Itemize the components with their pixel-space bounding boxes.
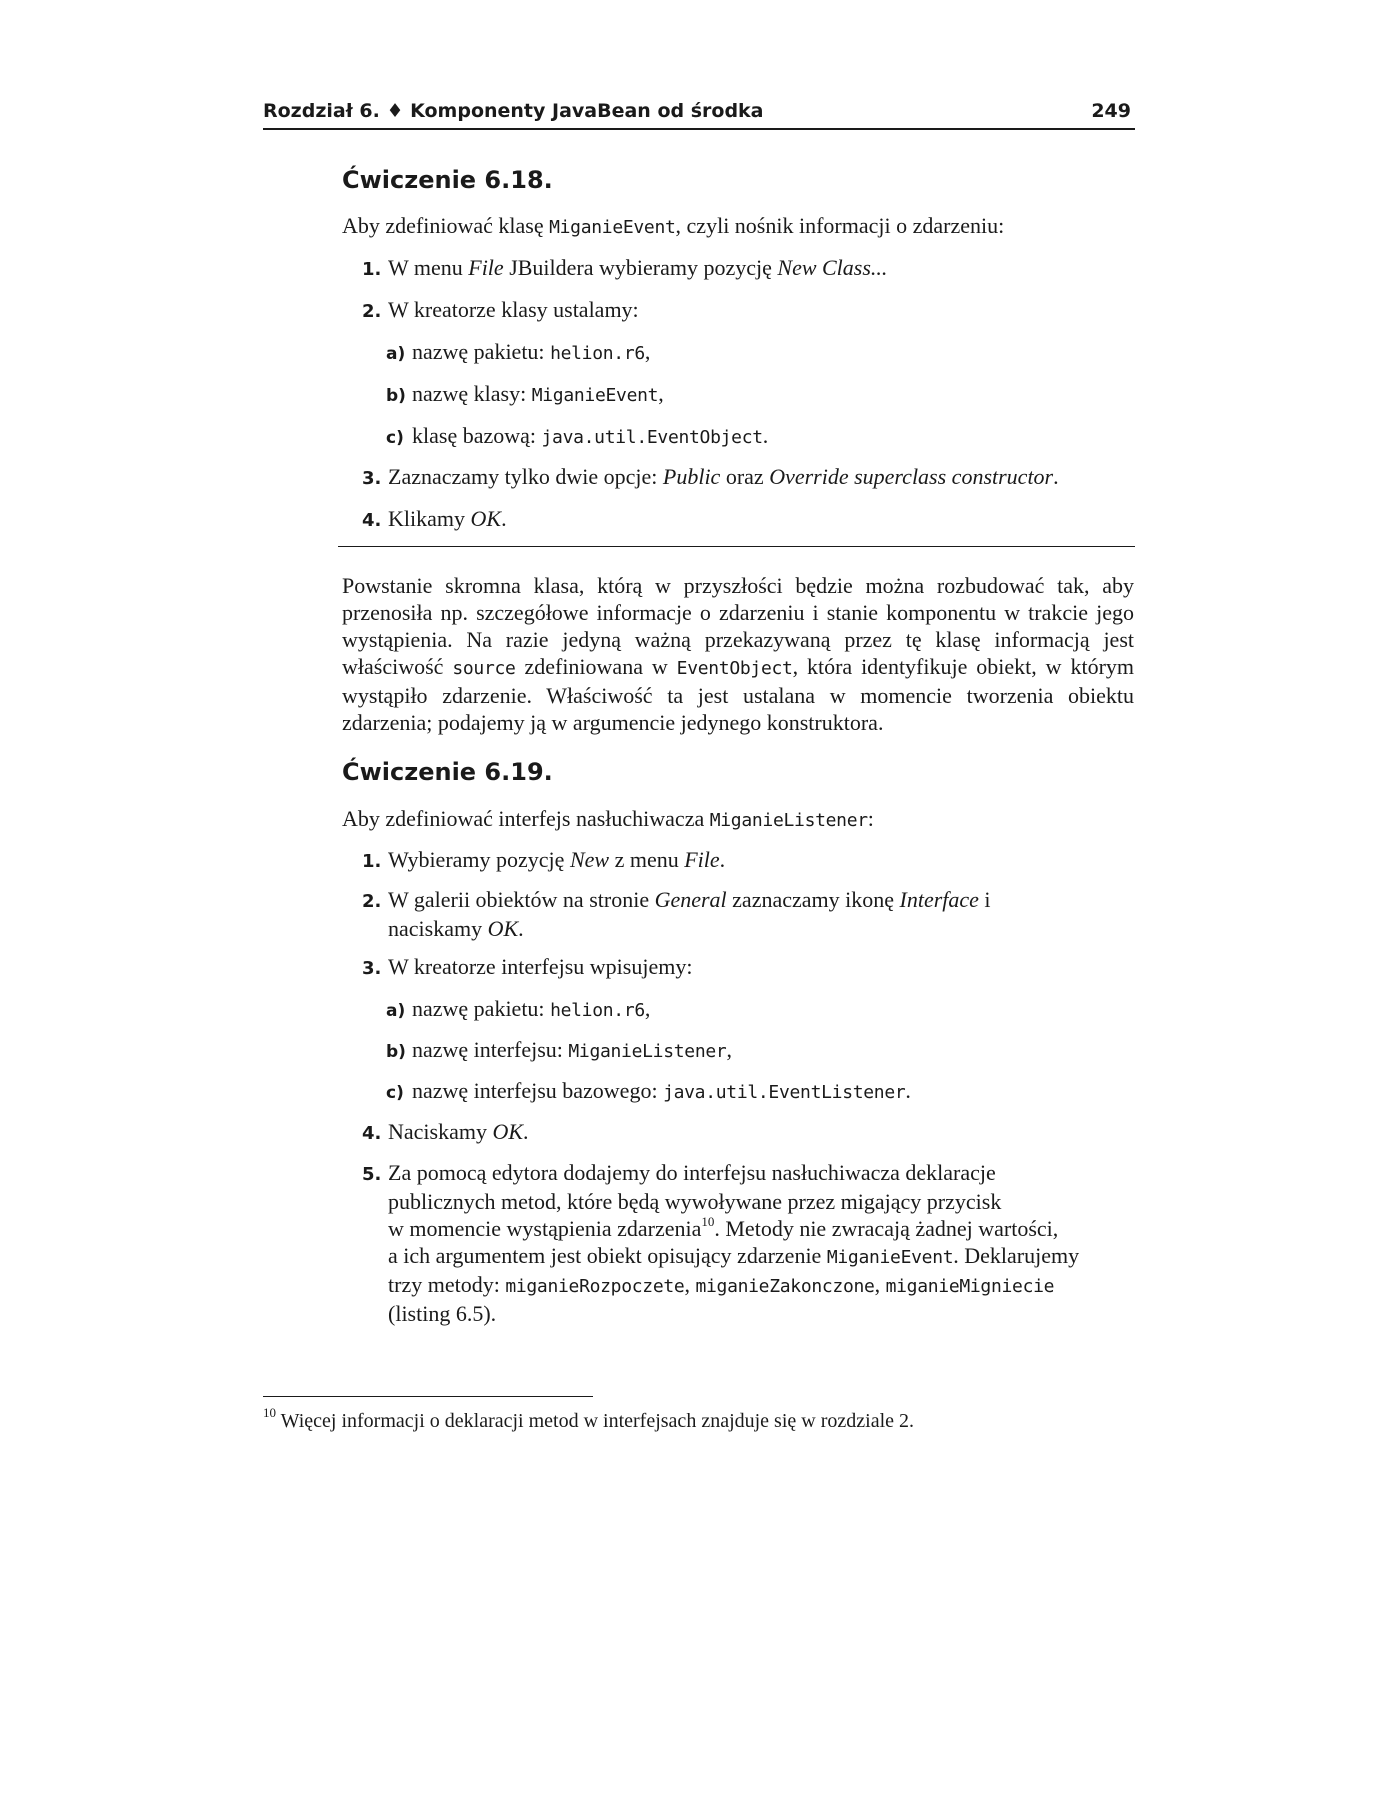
- step-4: 4. Naciskamy OK.: [362, 1119, 529, 1144]
- exercise-6-18-intro: Aby zdefiniować klasę MiganieEvent, czyli nośnik informacji o zdarzeniu:: [342, 213, 1005, 238]
- step-1: 1. W menu File JBuildera wybieramy pozycję New Class...: [362, 255, 888, 280]
- code-inline: EventObject: [676, 658, 793, 679]
- code-inline: helion.r6: [550, 1000, 645, 1021]
- step-2: 2. W kreatorze klasy ustalamy:: [362, 297, 639, 322]
- step-2: 2. W galerii obiektów na stronie General zaznaczamy ikonę Interface i naciskamy OK.: [362, 887, 991, 941]
- step-3: 3. W kreatorze interfejsu wpisujemy:: [362, 954, 693, 979]
- body-paragraph: Powstanie skromna klasa, którą w przyszłości będzie można rozbudować tak, aby przenosiła np. szczegółowe informacje o zdarzeniu i stanie komponentu w trakcie jego wystąpienia. Na razie jedyną ważną przekazywaną przez tę klasę informacją jest właściwość source zdefiniowana w EventObject, która identyfikuje obiekt, w którym wystąpiło zdarzenie. Właściwość ta jest ustalana w momencie tworzenia obiektu zdarzenia; podajemy ją w argumencie jedynego konstruktora.: [342, 573, 1135, 735]
- footnote-number: 10: [263, 1405, 276, 1421]
- substep-a: a) nazwę pakietu: helion.r6,: [386, 339, 651, 364]
- code-inline: MiganieListener: [568, 1041, 727, 1062]
- substep-c: c) klasę bazową: java.util.EventObject.: [386, 423, 769, 448]
- code-inline: miganieRozpoczete: [505, 1276, 685, 1297]
- code-inline: java.util.EventObject: [541, 427, 763, 448]
- exercise-end-rule: [338, 546, 1135, 547]
- code-inline: MiganieEvent: [531, 385, 659, 406]
- exercise-6-19-intro: Aby zdefiniować interfejs nasłuchiwacza MiganieListener:: [342, 806, 874, 831]
- footnote-rule: [263, 1396, 593, 1397]
- code-inline: MiganieEvent: [549, 217, 676, 238]
- footnote-text: Więcej informacji o deklaracji metod w interfejsach znajduje się w rozdziale 2.: [276, 1410, 914, 1432]
- code-inline: miganieMigniecie: [885, 1276, 1055, 1297]
- footnote-ref: 10: [701, 1213, 715, 1229]
- footnote: [263, 1405, 1133, 1434]
- step-1: 1. Wybieramy pozycję New z menu File.: [362, 847, 726, 872]
- code-inline: source: [452, 658, 516, 679]
- substep-b: b) nazwę interfejsu: MiganieListener,: [386, 1037, 732, 1062]
- code-inline: MiganieEvent: [826, 1247, 954, 1268]
- step-5: 5. Za pomocą edytora dodajemy do interfejsu nasłuchiwacza deklaracje publicznych metod, które będą wywoływane przez migający przycisk w momencie wystąpienia zdarzenia$^{10}$. Metody nie zwracają żadnej wartości, a ich argumentem jest obiekt opisujący zdarzenie MiganieEvent. Deklarujemy trzy metody: miganieRozpoczete, miganieZakonczone, miganieMigniecie (listing 6.5).: [362, 1160, 1080, 1326]
- substep-c: c) nazwę interfejsu bazowego: java.util.EventListener.: [386, 1078, 911, 1103]
- step-3: 3. Zaznaczamy tylko dwie opcje: Public oraz Override superclass constructor.: [362, 464, 1059, 489]
- step-4: 4. Klikamy OK.: [362, 506, 507, 531]
- code-inline: MiganieListener: [709, 810, 868, 831]
- code-inline: miganieZakonczone: [695, 1276, 875, 1297]
- chapter-title: Rozdział 6. ♦ Komponenty JavaBean od środka: [263, 100, 764, 122]
- exercise-6-18-title: Ćwiczenie 6.18.: [342, 166, 553, 194]
- substep-a: a) nazwę pakietu: helion.r6,: [386, 996, 651, 1021]
- page-number: 249: [1091, 100, 1131, 122]
- exercise-6-19-title: Ćwiczenie 6.19.: [342, 758, 553, 786]
- running-header: [263, 98, 1135, 130]
- substep-b: b) nazwę klasy: MiganieEvent,: [386, 381, 664, 406]
- code-inline: java.util.EventListener: [663, 1082, 906, 1103]
- code-inline: helion.r6: [550, 343, 645, 364]
